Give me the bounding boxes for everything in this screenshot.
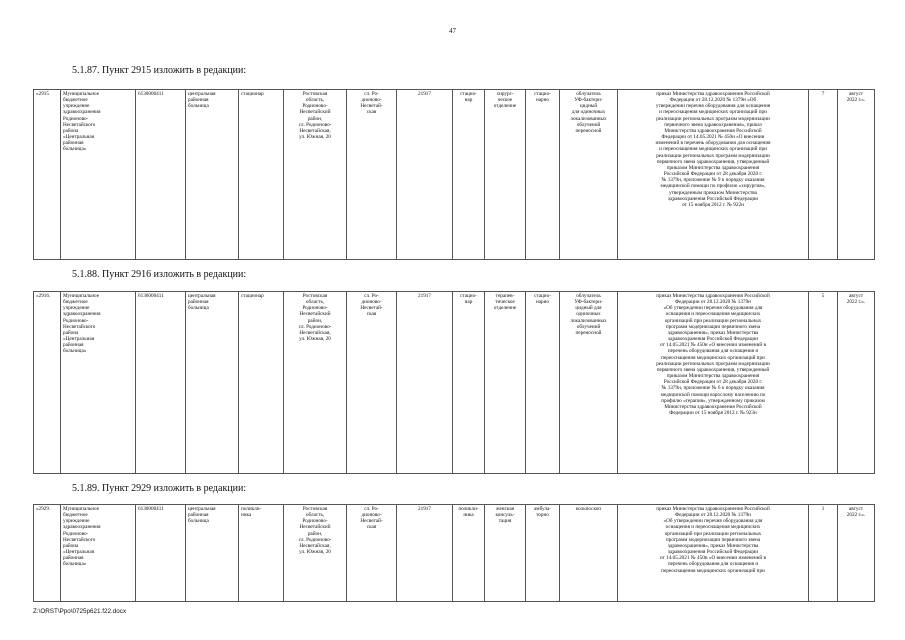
cell-address: Ростовская область, Родионово- Несветайский район, сл. Родионово- Несветайская, ул. Южная, 20 bbox=[284, 505, 347, 602]
cell-organization: Муниципальное бюджетное учреждение здравоохранения Родионово- Несветайского района «Центральная районная больница» bbox=[61, 505, 136, 602]
cell-equipment: облучатель УФ-бактери- цидный для одиночных локализованных облучений переносной bbox=[560, 292, 618, 474]
cell-item-number: «2916. bbox=[34, 292, 61, 474]
cell-legal-basis: приказ Министерства здравоохранения Российской Федерации от 28.12.2020 № 1379н «Об утверждении перечня оборудования для оснащения и переоснащения медицинских организаций при реализации региональных программ модернизации первичного звена здравоохранения», приказ Министерства здравоохранения Российской Федерации от 14.05.2021 № 450н «О внесении изменений в перечень оборудования для оснащения и переоснащения медицинских организаций при bbox=[618, 505, 809, 602]
registry-table-2915 bbox=[33, 89, 875, 260]
cell-department: хирург- ческое отделение bbox=[485, 90, 526, 260]
cell-date: август 2022 г.». bbox=[838, 292, 875, 474]
table-row bbox=[34, 292, 875, 474]
cell-org-type: центральная районная больница bbox=[186, 292, 239, 474]
cell-item-number: «2915 bbox=[34, 90, 61, 260]
page-number: 47 bbox=[449, 27, 456, 35]
cell-unit: стацио- нар bbox=[453, 292, 485, 474]
cell-organization: Муниципальное бюджетное учреждение здравоохранения Родионово- Несветайского района «Центральная районная больница» bbox=[61, 292, 136, 474]
cell-department: женская консуль- тация bbox=[485, 505, 526, 602]
cell-care-form: стацио- нарно bbox=[526, 90, 560, 260]
section-heading-2929: 5.1.89. Пункт 2929 изложить в редакции: bbox=[72, 483, 247, 494]
cell-locality: сл. Ро- дионово- Несветай- ская bbox=[347, 90, 397, 260]
cell-address: Ростовская область, Родионово- Несветайский район, сл. Родионово- Несветайская, ул. Южная, 20 bbox=[284, 90, 347, 260]
cell-date: август 2022 г.». bbox=[838, 505, 875, 602]
registry-table-2929 bbox=[33, 504, 875, 602]
section-heading-2916: 5.1.88. Пункт 2916 изложить в редакции: bbox=[72, 269, 247, 280]
cell-care-form: стацио- нарно bbox=[526, 292, 560, 474]
cell-org-type: центральная районная больница bbox=[186, 505, 239, 602]
cell-department: терапев- тическое отделение bbox=[485, 292, 526, 474]
cell-item-number: «2929. bbox=[34, 505, 61, 602]
cell-code: 6130000411 bbox=[136, 505, 186, 602]
cell-count: 1 bbox=[809, 505, 838, 602]
cell-condition: поликли- ника bbox=[239, 505, 284, 602]
cell-date: август 2022 г.». bbox=[838, 90, 875, 260]
cell-locality: сл. Ро- дионово- Несветай- ская bbox=[347, 292, 397, 474]
cell-equipment: облучатель УФ-бактери- цидный для одиночных локализованных облучений переносной bbox=[560, 90, 618, 260]
registry-table-2916 bbox=[33, 291, 875, 474]
table-row bbox=[34, 505, 875, 602]
cell-organization: Муниципальное бюджетное учреждение здравоохранения Родионово- Несветайского района «Центральная районная больница» bbox=[61, 90, 136, 260]
cell-code: 6130000411 bbox=[136, 292, 186, 474]
cell-code: 6130000411 bbox=[136, 90, 186, 260]
cell-condition: стационар bbox=[239, 90, 284, 260]
cell-unit: стацио- нар bbox=[453, 90, 485, 260]
section-heading-2915: 5.1.87. Пункт 2915 изложить в редакции: bbox=[72, 65, 247, 76]
cell-org-type: центральная районная больница bbox=[186, 90, 239, 260]
file-path-footer: Z:\ORST\Ppo\0725p621.f22.docx bbox=[33, 608, 127, 615]
cell-address: Ростовская область, Родионово- Несветайский район, сл. Родионово- Несветайская, ул. Южная, 20 bbox=[284, 292, 347, 474]
cell-care-form: амбула- торно bbox=[526, 505, 560, 602]
cell-okato: 21917 bbox=[397, 292, 453, 474]
cell-okato: 21917 bbox=[397, 505, 453, 602]
cell-count: 5 bbox=[809, 292, 838, 474]
cell-unit: поликли- ника bbox=[453, 505, 485, 602]
cell-legal-basis: приказ Министерства здравоохранения Российской Федерации от 28.12.2020 № 1379н «Об утверждении перечня оборудования для оснащения и переоснащения медицинских организаций при реализации региональных программ модернизации первичного звена здравоохранения», приказ Министерства здравоохранения Российской Федерации от 14.05.2021 № 450н «О внесении изменений в перечень оборудования для оснащения и переоснащения медицинских организаций при реализации региональных программ модернизации первичного звена здравоохранения, утвержденный приказом Министерства здравоохранения Российской Федерации от 28 декабря 2020 г. № 1379н, приложение № 9 к порядку оказания медицинской помощи по профилю «хирургия», утвержденным приказом Министерства здравоохранения Российской Федерации от 15 ноября 2012 г. № 922н bbox=[618, 90, 809, 260]
cell-equipment: кольпоскоп bbox=[560, 505, 618, 602]
cell-count: 7 bbox=[809, 90, 838, 260]
table-row bbox=[34, 90, 875, 260]
cell-locality: сл. Ро- дионово- Несветай- ская bbox=[347, 505, 397, 602]
cell-condition: стационар bbox=[239, 292, 284, 474]
cell-okato: 21917 bbox=[397, 90, 453, 260]
cell-legal-basis: приказ Министерства здравоохранения Российской Федерации от 28.12.2020 № 1379н «Об утверждении перечня оборудования для оснащения и переоснащения медицинских организаций при реализации региональных программ модернизации первичного звена здравоохранения», приказ Министерства здравоохранения Российской Федерации от 14.05.2021 № 450н «О внесении изменений в перечень оборудования для оснащения и переоснащения медицинских организаций при реализации региональных программ модернизации первичного звена здравоохранения, утвержденный приказом Министерства здравоохранения Российской Федерации от 28 декабря 2020 г. № 1379н, приложение № 6 к порядку оказания медицинской помощи взрослому населению по профилю «терапия», утвержденному приказом Министерства здравоохранения Российской Федерации от 15 ноября 2012 г. № 923н bbox=[618, 292, 809, 474]
